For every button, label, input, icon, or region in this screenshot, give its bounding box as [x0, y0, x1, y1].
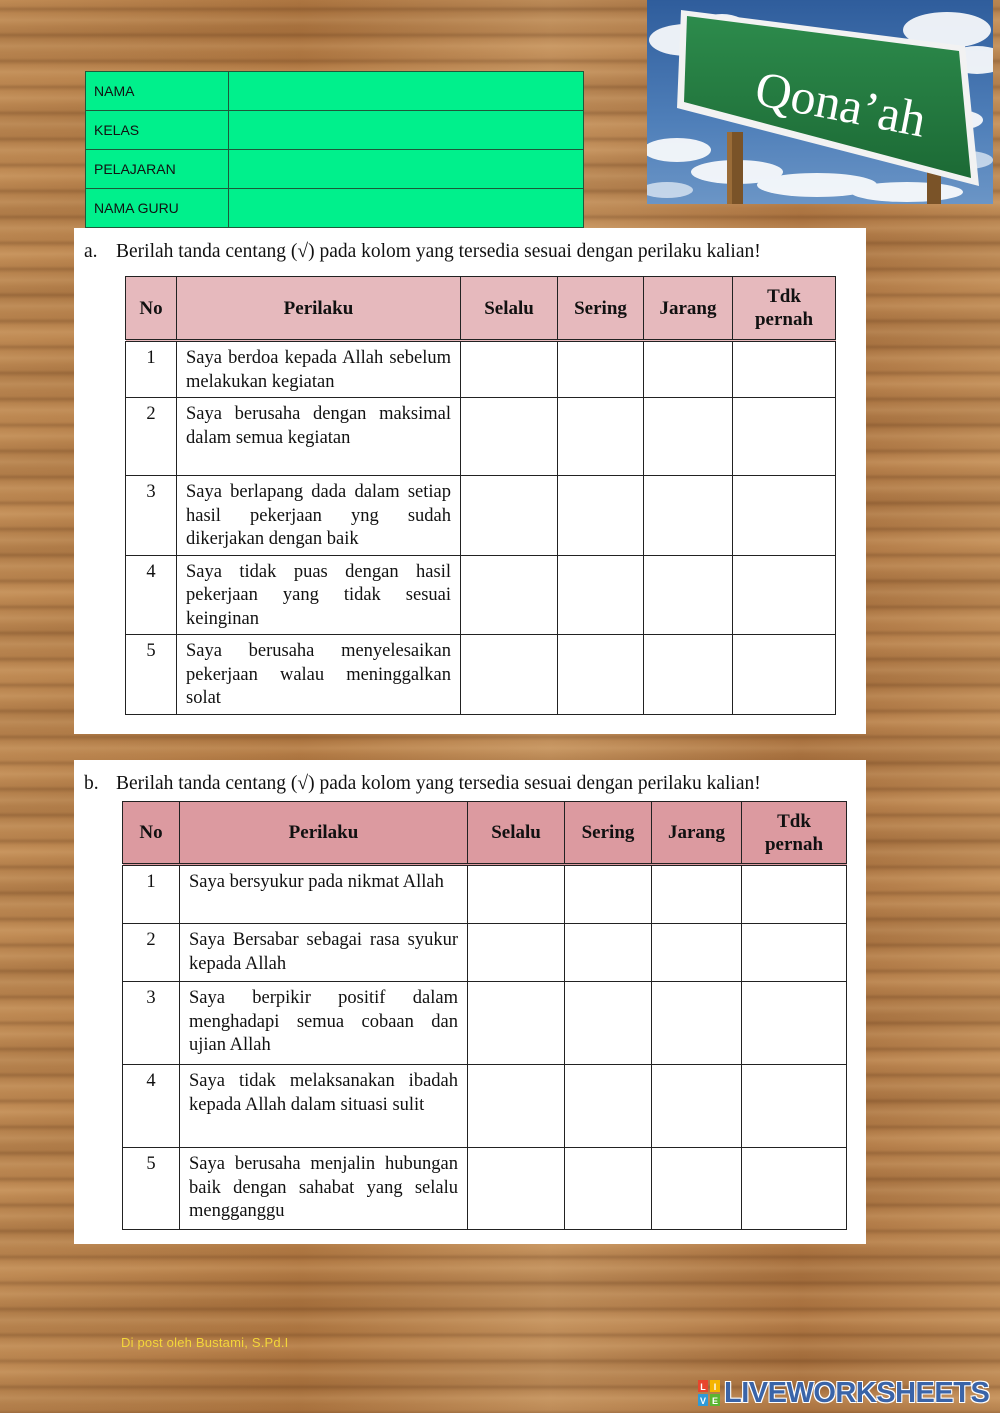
info-row-class: [86, 111, 584, 150]
instruction-text: Berilah tanda centang (√) pada kolom yang tersedia sesuai dengan perilaku kalian!: [116, 773, 761, 794]
author-credit: Di post oleh Bustami, S.Pd.I: [121, 1335, 289, 1350]
row-number: 1: [126, 341, 177, 398]
behavior-text: Saya berdoa kepada Allah sebelum melakukan kegiatan: [177, 341, 461, 398]
liveworksheets-icon: [698, 1380, 720, 1406]
header-always: Selalu: [461, 277, 558, 341]
student-info-table: [85, 71, 584, 228]
check-never[interactable]: [742, 924, 847, 982]
table-row: [123, 924, 847, 982]
check-never[interactable]: [733, 555, 836, 635]
table-row: [126, 555, 836, 635]
check-always[interactable]: [461, 398, 558, 476]
section-letter: b.: [84, 773, 99, 794]
info-row-teacher: [86, 189, 584, 228]
check-always[interactable]: [461, 635, 558, 715]
behavior-table-b: [122, 801, 847, 1230]
check-never[interactable]: [733, 476, 836, 556]
check-often[interactable]: [558, 555, 644, 635]
liveworksheets-logo[interactable]: [698, 1376, 989, 1410]
check-always[interactable]: [468, 1148, 565, 1230]
check-often[interactable]: [565, 924, 652, 982]
behavior-text: Saya bersyukur pada nikmat Allah: [180, 865, 468, 924]
check-often[interactable]: [565, 1148, 652, 1230]
instruction-b: [84, 773, 761, 795]
row-number: 3: [126, 476, 177, 556]
brand-name: LIVEWORKSHEETS: [724, 1376, 990, 1409]
instruction-text: Berilah tanda centang (√) pada kolom yang tersedia sesuai dengan perilaku kalian!: [116, 241, 761, 262]
check-always[interactable]: [468, 1065, 565, 1148]
header-often: Sering: [558, 277, 644, 341]
header-never: Tdk pernah: [742, 802, 847, 865]
svg-text:V: V: [699, 1396, 707, 1406]
table-row: [123, 1065, 847, 1148]
behavior-text: Saya tidak melaksanakan ibadah kepada Allah dalam situasi sulit: [180, 1065, 468, 1148]
check-often[interactable]: [558, 635, 644, 715]
info-label: PELAJARAN: [86, 150, 229, 189]
check-always[interactable]: [461, 555, 558, 635]
check-rarely[interactable]: [652, 982, 742, 1065]
check-often[interactable]: [558, 398, 644, 476]
header-behavior: Perilaku: [180, 802, 468, 865]
sign-illustration: [647, 0, 993, 204]
check-rarely[interactable]: [644, 341, 733, 398]
table-row: [123, 982, 847, 1065]
check-rarely[interactable]: [652, 1148, 742, 1230]
instruction-a: [84, 241, 761, 263]
behavior-text: Saya berusaha dengan maksimal dalam semua kegiatan: [177, 398, 461, 476]
header-always: Selalu: [468, 802, 565, 865]
class-field[interactable]: [229, 111, 584, 150]
info-row-subject: [86, 150, 584, 189]
worksheet-section-a: [74, 228, 866, 734]
behavior-text: Saya berusaha menyelesaikan pekerjaan walau meninggalkan solat: [177, 635, 461, 715]
check-always[interactable]: [461, 341, 558, 398]
info-label: NAMA GURU: [86, 189, 229, 228]
qonaah-sign-picture: [647, 0, 993, 204]
worksheet-section-b: [74, 760, 866, 1244]
behavior-text: Saya Bersabar sebagai rasa syukur kepada Allah: [180, 924, 468, 982]
info-label: KELAS: [86, 111, 229, 150]
table-row: [123, 1148, 847, 1230]
check-never[interactable]: [733, 398, 836, 476]
row-number: 2: [126, 398, 177, 476]
behavior-text: Saya tidak puas dengan hasil pekerjaan yang tidak sesuai keinginan: [177, 555, 461, 635]
header-no: No: [123, 802, 180, 865]
check-always[interactable]: [468, 924, 565, 982]
check-often[interactable]: [558, 341, 644, 398]
header-never: Tdk pernah: [733, 277, 836, 341]
row-number: 1: [123, 865, 180, 924]
row-number: 4: [126, 555, 177, 635]
name-field[interactable]: [229, 72, 584, 111]
svg-text:E: E: [711, 1396, 719, 1406]
row-number: 5: [126, 635, 177, 715]
svg-text:L: L: [700, 1382, 706, 1392]
row-number: 5: [123, 1148, 180, 1230]
info-label: NAMA: [86, 72, 229, 111]
check-rarely[interactable]: [652, 865, 742, 924]
check-never[interactable]: [742, 865, 847, 924]
check-always[interactable]: [468, 865, 565, 924]
behavior-text: Saya berpikir positif dalam menghadapi semua cobaan dan ujian Allah: [180, 982, 468, 1065]
sign-text: Qona’ah: [750, 59, 931, 148]
check-often[interactable]: [565, 982, 652, 1065]
subject-field[interactable]: [229, 150, 584, 189]
check-never[interactable]: [742, 1148, 847, 1230]
table-header-row: [126, 277, 836, 341]
check-never[interactable]: [733, 635, 836, 715]
header-rarely: Jarang: [652, 802, 742, 865]
svg-text:I: I: [713, 1382, 717, 1392]
table-row: [126, 341, 836, 398]
table-row: [126, 476, 836, 556]
table-row: [126, 635, 836, 715]
table-row: [123, 865, 847, 924]
check-always[interactable]: [468, 982, 565, 1065]
behavior-table-a: [125, 276, 836, 715]
check-rarely[interactable]: [652, 924, 742, 982]
check-rarely[interactable]: [644, 398, 733, 476]
check-often[interactable]: [565, 1065, 652, 1148]
check-never[interactable]: [742, 1065, 847, 1148]
check-rarely[interactable]: [652, 1065, 742, 1148]
check-never[interactable]: [742, 982, 847, 1065]
row-number: 4: [123, 1065, 180, 1148]
check-often[interactable]: [565, 865, 652, 924]
check-always[interactable]: [461, 476, 558, 556]
behavior-text: Saya berusaha menjalin hubungan baik dengan sahabat yang selalu mengganggu: [180, 1148, 468, 1230]
row-number: 2: [123, 924, 180, 982]
header-rarely: Jarang: [644, 277, 733, 341]
table-header-row: [123, 802, 847, 865]
check-rarely[interactable]: [644, 555, 733, 635]
check-rarely[interactable]: [644, 476, 733, 556]
check-often[interactable]: [558, 476, 644, 556]
teacher-name-field[interactable]: [229, 189, 584, 228]
behavior-text: Saya berlapang dada dalam setiap hasil pekerjaan yng sudah dikerjakan dengan baik: [177, 476, 461, 556]
table-row: [126, 398, 836, 476]
header-behavior: Perilaku: [177, 277, 461, 341]
check-rarely[interactable]: [644, 635, 733, 715]
row-number: 3: [123, 982, 180, 1065]
check-never[interactable]: [733, 341, 836, 398]
header-often: Sering: [565, 802, 652, 865]
info-row-name: [86, 72, 584, 111]
section-letter: a.: [84, 241, 98, 262]
header-no: No: [126, 277, 177, 341]
